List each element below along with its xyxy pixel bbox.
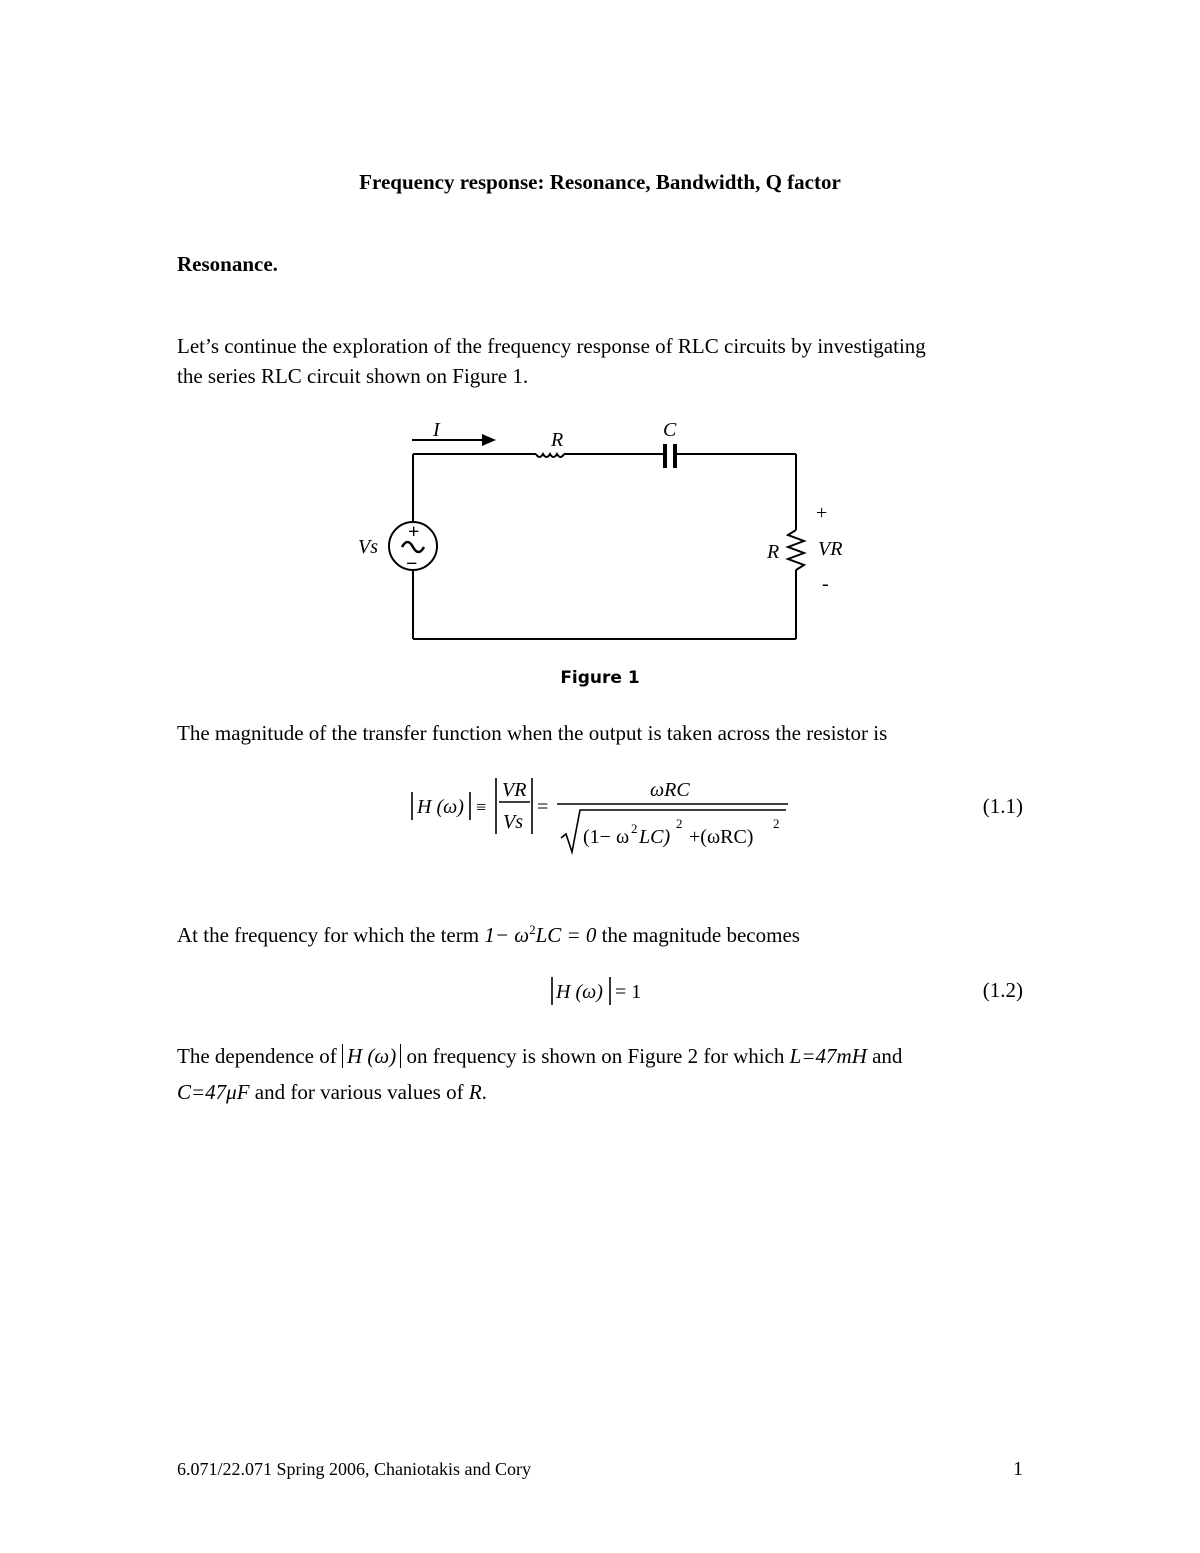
- capacitor-plate-left: [663, 444, 667, 468]
- output-voltage-label: VR: [818, 538, 843, 560]
- eq1-frac-den: Vs: [503, 811, 523, 833]
- figure-caption: Figure 1: [560, 668, 640, 688]
- equation-number-1-1: (1.1): [982, 794, 1023, 818]
- source-plus: +: [408, 521, 420, 543]
- output-plus-label: +: [816, 502, 828, 524]
- eq1-den-sup1: 2: [631, 821, 638, 836]
- capacitor-plate-right: [673, 444, 677, 468]
- dependence-part3: and: [866, 1044, 903, 1068]
- series-resistor-label: R: [551, 429, 564, 451]
- intro-line-1: Let’s continue the exploration of the frequency response of RLC circuits by investigating: [177, 334, 926, 358]
- dependence-expr: H (ω): [342, 1044, 401, 1068]
- dependence-line-2: [177, 1077, 487, 1107]
- dependence-R-symbol: R: [468, 1080, 482, 1104]
- section-heading: Resonance.: [177, 252, 278, 276]
- equation-1-1: [400, 765, 800, 860]
- output-minus-label: -: [822, 573, 829, 595]
- output-resistor-label: R: [767, 541, 780, 563]
- eq1-den-sup3: 2: [773, 816, 780, 831]
- dependence-L-value: L=47mH: [789, 1044, 867, 1068]
- eq1-equiv: ≡: [476, 797, 487, 817]
- resonance-text-after: the magnitude becomes: [596, 923, 800, 947]
- resonance-term-after: LC = 0: [535, 923, 597, 947]
- dependence-part4: and for various values of: [249, 1080, 469, 1104]
- sine-wave-icon: [402, 542, 424, 552]
- transfer-intro: The magnitude of the transfer function when the output is taken across the resistor is: [177, 721, 888, 745]
- eq2-lhs: H (ω): [556, 981, 603, 1003]
- source-minus: −: [406, 553, 418, 575]
- dependence-part2: on frequency is shown on Figure 2 for which: [401, 1044, 790, 1068]
- footer-page-number: 1: [1013, 1458, 1023, 1480]
- resonance-term: 1− ω: [484, 923, 530, 947]
- eq1-equals: =: [537, 796, 549, 818]
- current-arrow-head: [482, 434, 496, 446]
- eq1-den-part3: +(ωRC): [689, 826, 754, 848]
- eq1-den-sup2: 2: [676, 816, 683, 831]
- resonance-text-before: At the frequency for which the term: [177, 923, 485, 947]
- equation-1-2: [540, 970, 660, 1010]
- resonance-term-sup: 2: [529, 922, 536, 937]
- series-resistor-symbol: [536, 454, 564, 457]
- rlc-circuit-diagram: [340, 410, 860, 650]
- document-title: Frequency response: Resonance, Bandwidth, Q factor: [359, 170, 841, 194]
- output-resistor-symbol: [788, 530, 804, 570]
- eq2-rhs: = 1: [615, 981, 642, 1003]
- equation-number-1-2: (1.2): [982, 978, 1023, 1002]
- intro-line-2: the series RLC circuit shown on Figure 1.: [177, 364, 529, 388]
- resonance-sentence: [177, 915, 800, 950]
- dependence-line-1: [177, 1041, 902, 1071]
- footer-course-info: 6.071/22.071 Spring 2006, Chaniotakis and Cory: [177, 1459, 531, 1479]
- dependence-part5: .: [481, 1080, 487, 1104]
- eq1-numerator: ωRC: [650, 779, 690, 801]
- eq1-den-part2: LC): [639, 826, 671, 848]
- source-label: Vs: [358, 536, 378, 558]
- eq1-den-part1: (1− ω: [583, 826, 630, 848]
- dependence-C-value: C=47μF: [177, 1080, 250, 1104]
- eq1-frac-num: VR: [502, 779, 527, 801]
- dependence-part1: The dependence of: [177, 1044, 342, 1068]
- capacitor-label: C: [663, 419, 677, 441]
- eq1-lhs: H (ω): [417, 796, 464, 818]
- current-label: I: [433, 419, 440, 441]
